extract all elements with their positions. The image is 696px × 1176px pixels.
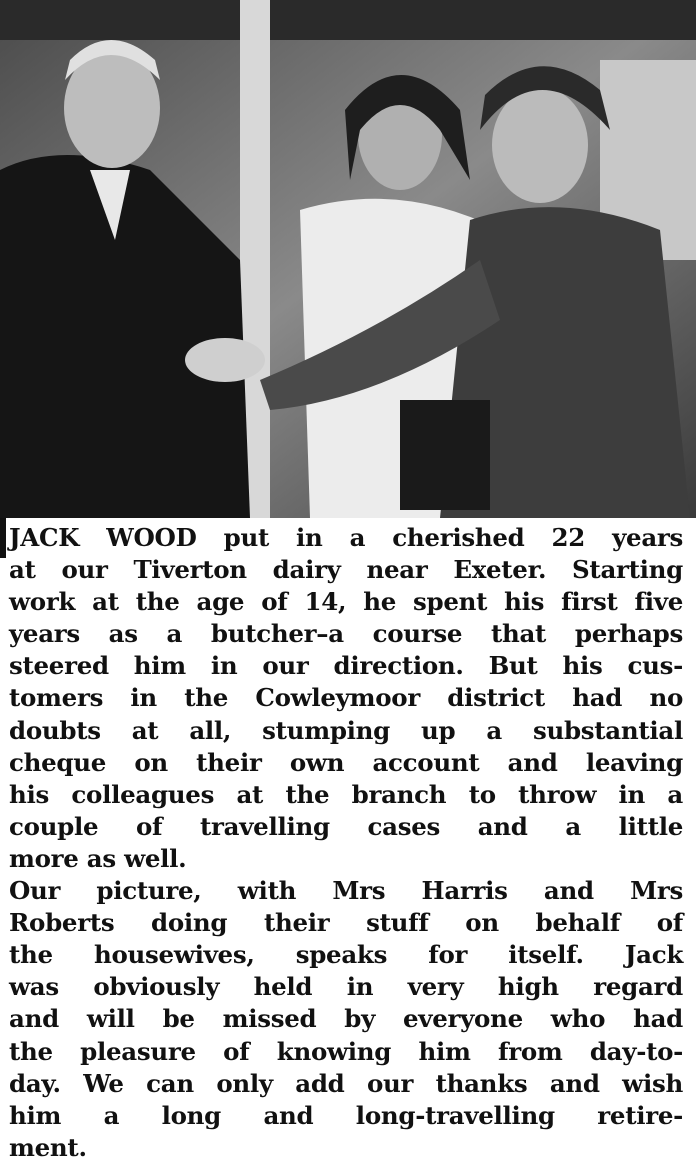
text-line: was obviously held in very high regard [9, 972, 683, 1002]
text-line: doubts at all, stumping up a substantial [9, 715, 683, 745]
news-photo [0, 0, 696, 518]
article-body [9, 522, 683, 1164]
text-line: more as well. [9, 843, 187, 873]
article-lead-name: JACK WOOD [9, 523, 197, 552]
column-rule [0, 518, 6, 558]
text-line: Our picture, with Mrs Harris and Mrs [9, 876, 683, 906]
text-line: at our Tiverton dairy near Exeter. Starting [9, 555, 683, 585]
text-line: tomers in the Cowleymoor district had no [9, 683, 683, 713]
text-line: the pleasure of knowing him from day-to- [9, 1036, 683, 1066]
text-line: ment. [9, 1132, 87, 1162]
photo-illustration [0, 0, 696, 518]
text-line: couple of travelling cases and a little [9, 811, 683, 841]
text-line: his colleagues at the branch to throw in a [9, 779, 683, 809]
text-line: Roberts doing their stuff on behalf of [9, 908, 683, 938]
text-line: and will be missed by everyone who had [9, 1004, 683, 1034]
text-line: cheque on their own account and leaving [9, 747, 683, 777]
text-fragment: put in a cherished 22 years [196, 523, 684, 552]
text-line [9, 522, 683, 554]
paragraph-1 [9, 522, 683, 875]
text-line: the housewives, speaks for itself. Jack [9, 940, 683, 970]
text-line: steered him in our direction. But his cus- [9, 651, 683, 681]
text-line: years as a butcher–a course that perhaps [9, 619, 683, 649]
text-line: work at the age of 14, he spent his first five [9, 587, 683, 617]
text-line: day. We can only add our thanks and wish [9, 1068, 683, 1098]
text-line: him a long and long-travelling retire- [9, 1100, 683, 1130]
paragraph-2 [9, 875, 683, 1164]
